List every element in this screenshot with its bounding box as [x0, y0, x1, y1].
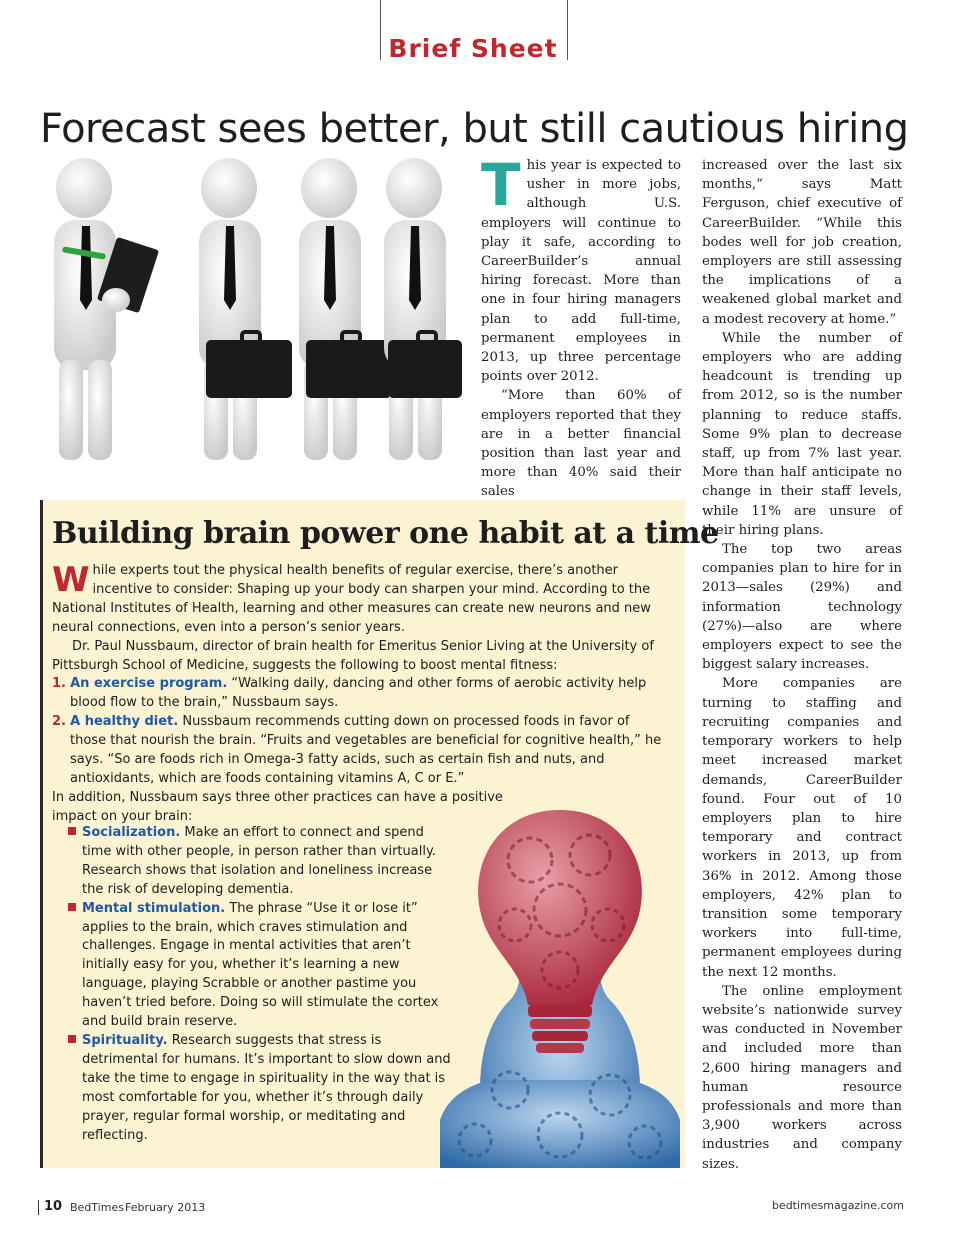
square-bullet-icon: [68, 827, 76, 835]
list-item-lead: A healthy diet.: [70, 714, 179, 730]
bullet-lead: Mental stimulation.: [82, 900, 226, 916]
drop-cap-t: T: [481, 151, 521, 219]
article-paragraph: increased over the last six months,” says Matt Ferguson, chief executive of CareerBuilder. “While this bodes well for job creation, employers are still assessing the implications of a weakened global market and a modest recovery at home.”: [702, 158, 902, 327]
bullet-text: Make an effort to connect and spend time with other people, in person rather than virtually. Research shows that isolation and loneliness increase the risk of developing dementia.: [82, 825, 436, 897]
section-label: Brief Sheet: [388, 34, 558, 63]
figure-with-briefcase-3: [384, 158, 462, 460]
magazine-name: BedTimes: [70, 1201, 124, 1214]
article-lede-text: his year is expected to usher in more jobs, although U.S. employers will continue to play it safe, according to CareerBuilder’s annual hiring forecast. More than one in four hiring managers plan to add full-time, permanent employees in 2013, up three percentage points over 2012.: [481, 158, 681, 385]
footer-divider: [38, 1200, 39, 1215]
bullet-item: [68, 1032, 452, 1145]
sidebar-paragraph: In addition, Nussbaum says three other practices can have a positive impact on your brain:: [52, 789, 503, 824]
list-item-lead: An exercise program.: [70, 676, 228, 692]
issue-date: February 2013: [125, 1201, 206, 1214]
list-item-text: “Walking daily, dancing and other forms of aerobic activity help blood flow to the brain,” Nussbaum says.: [70, 676, 647, 711]
article-paragraph: The online employment website’s nationwide survey was conducted in November and included more than 2,600 hiring managers and human resource professionals and more than 3,900 workers across industries and company sizes.: [702, 983, 902, 1172]
article-headline: Forecast sees better, but still cautious hiring: [40, 106, 909, 152]
article-paragraph: More companies are turning to staffing and recruiting companies and temporary workers to help meet increased market demands, CareerBuilder found. Four out of 10 employers plan to hire temporary and contract workers in 2013, up from 36% in 2012. Among those employers, 42% plan to transition some temporary workers into full-time, permanent employees during the next 12 months.: [702, 676, 902, 980]
article-column-2: [481, 151, 681, 502]
bullet-lead: Socialization.: [82, 825, 181, 840]
sidebar-title: Building brain power one habit at a time: [52, 516, 719, 551]
article-paragraph: “More than 60% of employers reported that they are in a better financial position than last year and more than 40% said their sales: [481, 388, 681, 500]
sidebar-bullet-list: [68, 824, 452, 1145]
people-with-briefcases-illustration: [24, 150, 464, 470]
list-number: 2.: [52, 714, 66, 730]
figure-with-briefcase-1: [199, 158, 292, 460]
figure-with-clipboard: [54, 158, 159, 460]
list-item: [52, 713, 664, 789]
sidebar-paragraph: [52, 562, 664, 638]
gear-lightbulb-head-illustration: [440, 790, 680, 1168]
sidebar-body: [52, 562, 664, 827]
article-column-3: [702, 156, 902, 1174]
list-item-text: Nussbaum recommends cutting down on processed foods in favor of those that nourish the brain. “Fruits and vegetables are beneficial for cognitive health,” he says. “So are foods rich in Omega-3 fatty acids, such as certain fish and nuts, and antioxidants, which are foods containing vitamins A, C or E.”: [70, 714, 662, 786]
square-bullet-icon: [68, 1035, 76, 1043]
bullet-item: [68, 900, 452, 1032]
bullet-lead: Spirituality.: [82, 1032, 168, 1048]
article-paragraph: The top two areas companies plan to hire for in 2013—sales (29%) and information technology (27%)—also are where employers expect to see the biggest salary increases.: [702, 542, 902, 673]
bullet-text: Research suggests that stress is detrimental for humans. It’s important to slow down and take the time to engage in spirituality in the way that is most comfortable for you, whether it’s through daily prayer, regular formal worship, or meditating and reflecting.: [82, 1032, 451, 1143]
square-bullet-icon: [68, 903, 76, 911]
article-paragraph: [481, 151, 681, 386]
page-number: 10: [44, 1199, 63, 1214]
drop-cap-w: W: [52, 560, 90, 600]
sidebar-intro-text: hile experts tout the physical health benefits of regular exercise, there’s another incentive to consider: Shaping up your body can sharpen your mind. According to the National Institutes of Health, learning and other measures can create new neurons and new neural connections, even into a person’s senior years.: [52, 563, 651, 635]
bullet-text: The phrase “Use it or lose it” applies to the brain, which craves stimulation and challenges. Engage in mental activities that aren’t initially easy for you, whether it’s learning a new language, playing Scrabble or another pastime you haven’t tried before. Doing so will stimulate the cortex and build brain reserve.: [82, 900, 439, 1030]
website-url[interactable]: bedtimesmagazine.com: [771, 1199, 904, 1212]
article-paragraph: While the number of employers who are adding headcount is trending up from 2012, so is the number planning to reduce staffs. Some 9% plan to decrease staff, up from 7% last year. More than half anticipate no change in their staff levels, while 11% are unsure of their hiring plans.: [702, 330, 902, 538]
figure-with-briefcase-2: [299, 158, 392, 460]
sidebar-paragraph: Dr. Paul Nussbaum, director of brain health for Emeritus Senior Living at the University of Pittsburgh School of Medicine, suggests the following to boost mental fitness:: [52, 638, 654, 673]
list-item: [52, 675, 664, 713]
bullet-item: [68, 824, 452, 900]
list-number: 1.: [52, 676, 66, 692]
